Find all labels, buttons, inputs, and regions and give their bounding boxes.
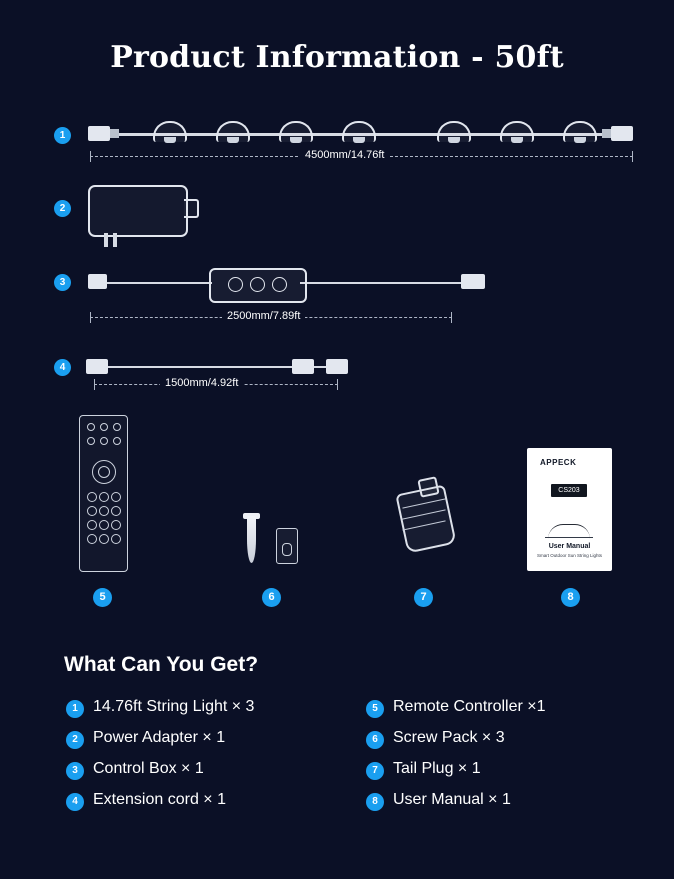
dimension-cap [90,151,91,162]
remote-button[interactable] [99,506,109,516]
whats-included-heading: What Can You Get? [64,653,259,676]
list-item: Remote Controller ×1 [393,698,546,715]
control-box-connector-right [461,274,485,289]
bulb-icon [437,121,471,142]
manual-subtitle: Smart Outdoor Sun String Lights [536,553,603,558]
adapter-prong [113,233,117,247]
dimension-label-1: 4500mm/14.76ft [300,149,390,161]
string-light-connector-left [110,129,119,138]
list-item: Power Adapter × 1 [93,729,226,746]
list-badge-2: 2 [66,731,84,749]
remote-button[interactable] [87,506,97,516]
remote-button[interactable] [99,520,109,530]
bulb-icon [563,121,597,142]
list-badge-7: 7 [366,762,384,780]
page-title: Product Information - 50ft [110,40,564,75]
dimension-cap [632,151,633,162]
section-divider [48,636,628,637]
dimension-cap [337,379,338,390]
item-badge-4: 4 [54,359,71,376]
control-box-button[interactable] [228,277,243,292]
control-box-connector-left [88,274,107,289]
screw-icon [247,516,256,563]
list-item: 14.76ft String Light × 3 [93,698,255,715]
remote-button[interactable] [113,423,121,431]
list-badge-6: 6 [366,731,384,749]
extension-cord-connector-left [86,359,108,374]
control-box-wire-right [300,282,464,284]
control-box-button[interactable] [250,277,265,292]
bulb-icon [279,121,313,142]
remote-button[interactable] [87,492,97,502]
remote-button[interactable] [100,423,108,431]
list-item: User Manual × 1 [393,791,511,808]
remote-button[interactable] [100,437,108,445]
manual-brand: APPECK [540,458,577,467]
list-item: Tail Plug × 1 [393,760,481,777]
wall-anchor-hole [282,543,292,556]
remote-button[interactable] [111,506,121,516]
adapter-prong [104,233,108,247]
string-light-plug-right [611,126,633,141]
string-light-connector-right [602,129,611,138]
bulb-icon [216,121,250,142]
dimension-label-4: 1500mm/4.92ft [160,377,243,389]
item-badge-7: 7 [414,588,433,607]
remote-button[interactable] [111,492,121,502]
manual-title: User Manual [548,543,591,550]
list-badge-5: 5 [366,700,384,718]
control-box-wire-left [104,282,212,284]
remote-button[interactable] [87,437,95,445]
manual-divider [545,537,593,538]
remote-button[interactable] [113,437,121,445]
item-badge-2: 2 [54,200,71,217]
list-item: Screw Pack × 3 [393,729,505,746]
list-item: Control Box × 1 [93,760,204,777]
dimension-cap [94,379,95,390]
remote-button[interactable] [87,423,95,431]
remote-button[interactable] [99,534,109,544]
dimension-label-3: 2500mm/7.89ft [222,310,305,322]
list-badge-3: 3 [66,762,84,780]
item-badge-8: 8 [561,588,580,607]
power-adapter-body [88,185,188,237]
remote-dial-center[interactable] [98,466,110,478]
remote-button[interactable] [99,492,109,502]
dimension-cap [90,312,91,323]
bulb-icon [342,121,376,142]
bulb-icon [500,121,534,142]
extension-cord-connector-mid [292,359,314,374]
item-badge-3: 3 [54,274,71,291]
remote-button[interactable] [111,520,121,530]
remote-button[interactable] [111,534,121,544]
list-badge-1: 1 [66,700,84,718]
string-light-plug-left [88,126,110,141]
list-badge-4: 4 [66,793,84,811]
manual-model: CS203 [551,484,587,497]
power-adapter-port [184,199,199,218]
item-badge-1: 1 [54,127,71,144]
control-box-button[interactable] [272,277,287,292]
item-badge-5: 5 [93,588,112,607]
list-item: Extension cord × 1 [93,791,226,808]
list-badge-8: 8 [366,793,384,811]
item-badge-6: 6 [262,588,281,607]
remote-button[interactable] [87,534,97,544]
extension-cord-connector-right [326,359,348,374]
bulb-icon [153,121,187,142]
remote-button[interactable] [87,520,97,530]
dimension-cap [451,312,452,323]
